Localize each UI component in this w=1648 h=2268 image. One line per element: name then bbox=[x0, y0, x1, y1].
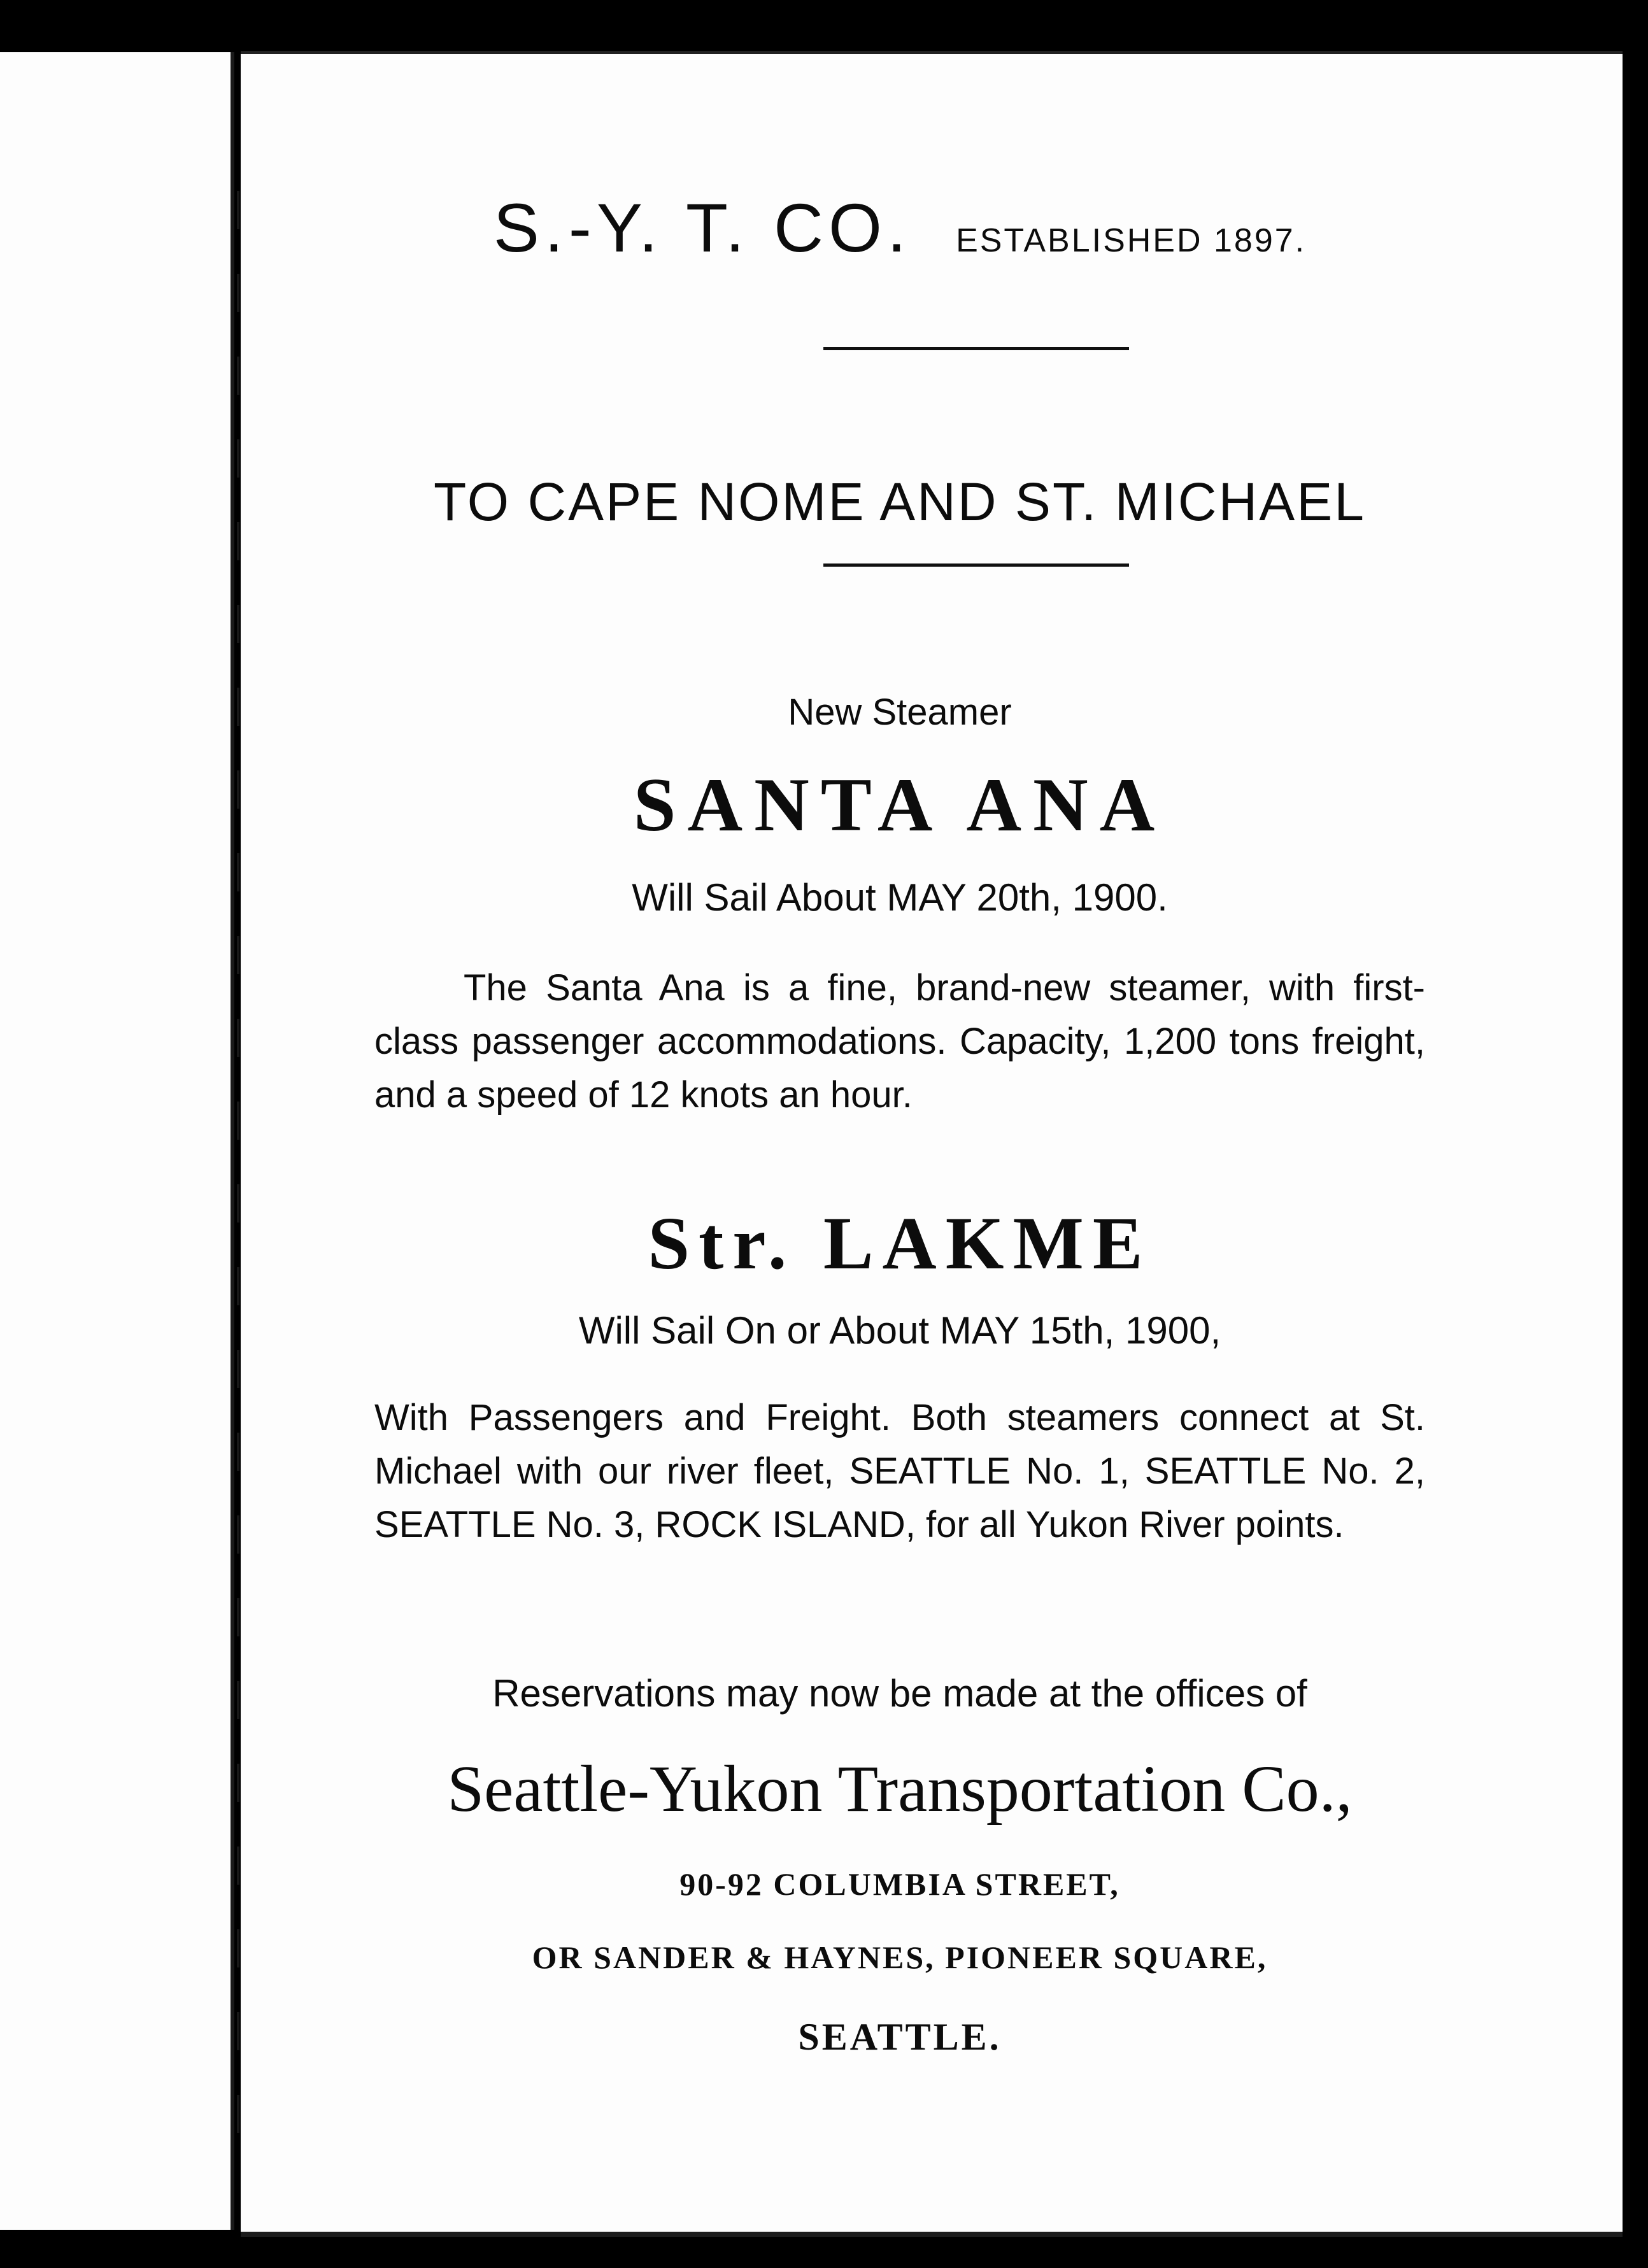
address-city: SEATTLE. bbox=[798, 2016, 1002, 2058]
company-abbreviation: S.-Y. T. CO. bbox=[493, 189, 912, 266]
established-year: ESTABLISHED 1897. bbox=[956, 222, 1307, 259]
left-page-edge bbox=[0, 52, 234, 2230]
lakme-sail-date: Will Sail On or About MAY 15th, 1900, bbox=[578, 1309, 1221, 1352]
spine-shadow bbox=[237, 191, 239, 2165]
address-alternate: OR SANDER & HAYNES, PIONEER SQUARE, bbox=[532, 1939, 1268, 1975]
divider-rule-top bbox=[823, 347, 1129, 350]
ship-name-santa-ana: SANTA ANA bbox=[633, 762, 1167, 847]
lakme-description: With Passengers and Freight. Both steamers connect at St. Michael with our river fleet, SEATTLE No. 1, SEATTLE No. 2, SEATTLE No. 3, ROCK ISLAND, for all Yukon River points. bbox=[374, 1397, 1425, 1545]
route-heading: TO CAPE NOME AND ST. MICHAEL bbox=[433, 472, 1367, 532]
santa-ana-sail-date: Will Sail About MAY 20th, 1900. bbox=[632, 876, 1168, 919]
divider-rule-bottom bbox=[823, 563, 1129, 567]
reservations-note: Reservations may now be made at the offices of bbox=[492, 1672, 1307, 1715]
new-steamer-label: New Steamer bbox=[788, 691, 1012, 733]
advertisement-page bbox=[241, 51, 1623, 2237]
ship-name-lakme: Str. LAKME bbox=[648, 1201, 1152, 1285]
address-street: 90-92 COLUMBIA STREET, bbox=[679, 1866, 1120, 1902]
santa-ana-description: The Santa Ana is a fine, brand-new steamer, with first-class passenger accommodations. Capacity, 1,200 tons freight, and a speed of 12 knots an hour. bbox=[374, 967, 1425, 1116]
masthead bbox=[374, 188, 1425, 267]
company-name: Seattle-Yukon Transportation Co., bbox=[447, 1752, 1353, 1825]
